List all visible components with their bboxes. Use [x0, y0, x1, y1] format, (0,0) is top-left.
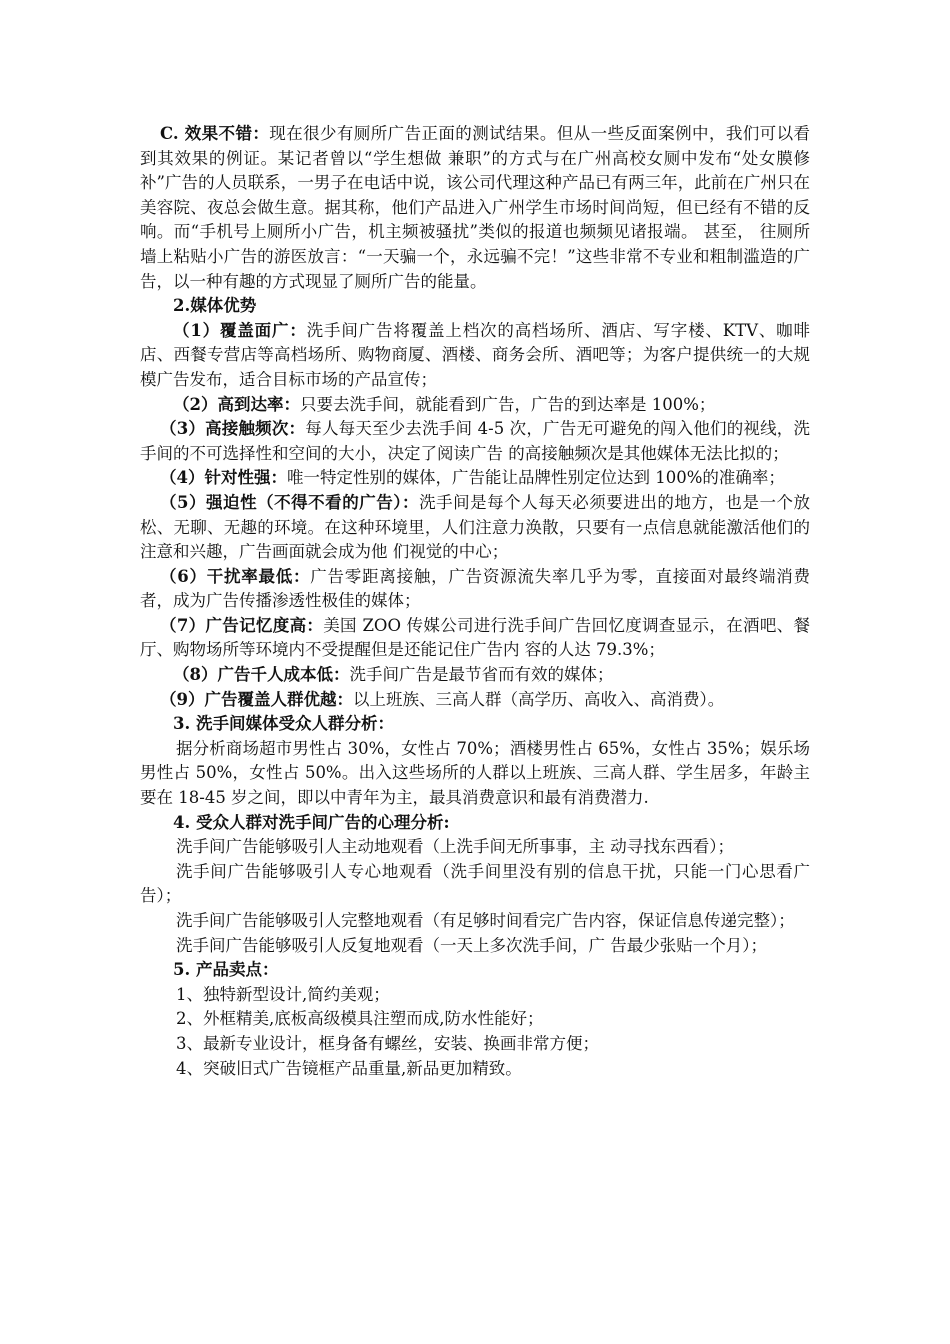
section-heading-text: 2.媒体优势 — [173, 296, 257, 316]
psychology-item-2 — [140, 860, 810, 909]
item-text: 洗手间是每个人每天必须要进出的地方，也是一个放松、无聊、无趣的环境。在这种环境里，人们注意力涣散，只要有一点信息就能激活他们的注意和兴趣，广告画面就会成为他 们视觉的中心； — [140, 492, 811, 562]
list-item-text: 1、独特新型设计,简约美观； — [176, 984, 390, 1004]
item-heading: （5）强迫性（不得不看的广告）： — [160, 492, 420, 512]
item-text: 洗手间广告是最节省而有效的媒体； — [349, 665, 614, 685]
advantage-item-5 — [140, 491, 810, 565]
section-heading-audience — [140, 712, 810, 737]
advantage-item-9 — [140, 688, 810, 713]
advantage-item-8 — [140, 663, 810, 688]
psychology-item-1 — [140, 835, 810, 860]
audience-analysis-text — [140, 737, 810, 811]
document-body — [140, 122, 810, 1081]
section-heading-selling-points — [140, 958, 810, 983]
advantage-item-2 — [140, 393, 810, 418]
list-item-text: 4、突破旧式广告镜框产品重量,新品更加精致。 — [176, 1058, 522, 1078]
item-heading: （4）针对性强： — [160, 468, 287, 488]
advantage-item-6 — [140, 565, 810, 614]
advantage-item-3 — [140, 417, 810, 466]
item-text: 洗手间广告将覆盖上档次的高档场所、酒店、写字楼、KTV、咖啡店、西餐专营店等高档场所、购物商厦、酒楼、商务会所、酒吧等；为客户提供统一的大规模广告发布，适合目标市场的产品宣传； — [140, 320, 810, 389]
paragraph-text: 洗手间广告能够吸引人专心地观看（洗手间里没有别的信息干扰，只能一门心思看广告）； — [140, 861, 810, 906]
item-text: 只要去洗手间，就能看到广告，广告的到达率是 100%； — [299, 394, 716, 414]
section-heading-psychology — [140, 811, 810, 836]
item-text: 每人每天至少去洗手间 4-5 次，广告无可避免的闯入他们的视线，洗手间的不可选择性和空间的大小，决定了阅读广告 的高接触频次是其他媒体无法比拟的； — [140, 419, 810, 463]
item-text: 广告零距离接触，广告资源流失率几乎为零，直接面对最终端消费者，成为广告传播渗透性极佳的媒体； — [140, 566, 810, 611]
section-heading-text: 3. 洗手间媒体受众人群分析： — [173, 714, 394, 734]
item-heading: （2）高到达率： — [173, 394, 300, 414]
paragraph-text: 洗手间广告能够吸引人反复地观看（一天上多次洗手间，广 告最少张贴一个月）； — [176, 935, 767, 955]
paragraph-text: 现在很少有厕所广告正面的测试结果。但从一些反面案例中，我们可以看到其效果的例证。某记者曾以“学生想做 兼职”的方式与在广州高校女厕中发布“处女膜修补”广告的人员联系，一男子在电话中说，该公司代理这种产品已有两三年，此前在广州只在美容院、夜总会做生意。据其称，他们产品进入广州学生市场时间尚短，但已经有不错的反响。而“手机号上厕所小广告，机主频被骚扰”类似的报道也频频见诸报端。 甚至， 往厕所墙上粘贴小广告的游医放言：“一天骗一个，永远骗不完！”这些非常不专业和粗制滥造的广告，以一种有趣的方式现显了厕所广告的能量。 — [140, 124, 810, 291]
item-text: 美国 ZOO 传媒公司进行洗手间广告回忆度调查显示，在酒吧、餐厅、购物场所等环境内不受提醒但是还能记住广告内 容的人达 79.3%； — [140, 615, 810, 660]
advantage-item-4 — [140, 466, 810, 491]
item-heading: （6）干扰率最低： — [160, 566, 311, 586]
psychology-item-3 — [140, 909, 810, 934]
item-heading: （7）广告记忆度高： — [160, 615, 324, 635]
selling-point-4 — [140, 1057, 810, 1082]
selling-point-2 — [140, 1007, 810, 1032]
list-item-text: 2、外框精美,底板高级模具注塑而成,防水性能好； — [176, 1009, 544, 1029]
item-heading: （9）广告覆盖人群优越： — [160, 689, 353, 709]
section-heading-text: 5. 产品卖点： — [173, 960, 279, 980]
item-heading: （1）覆盖面广： — [173, 320, 307, 340]
advantage-item-7 — [140, 614, 810, 663]
selling-point-3 — [140, 1032, 810, 1057]
paragraph-heading: C. 效果不错： — [160, 124, 270, 143]
psychology-item-4 — [140, 934, 810, 959]
item-text: 以上班族、三高人群（高学历、高收入、高消费）。 — [352, 689, 725, 709]
item-heading: （3）高接触频次： — [160, 419, 306, 439]
list-item-text: 3、最新专业设计，框身备有螺丝，安装、换画非常方便； — [176, 1033, 599, 1053]
paragraph-text: 据分析商场超市男性占 30%，女性占 70%；酒楼男性占 65%，女性占 35%；娱乐场男性占 50%，女性占 50%。出入这些场所的人群以上班族、三高人群、学生居多，年龄主要在 18-45 岁之间，即以中青年为主，最具消费意识和最有消费潜力. — [140, 738, 810, 808]
paragraph-text: 洗手间广告能够吸引人完整地观看（有足够时间看完广告内容，保证信息传递完整）； — [176, 911, 795, 930]
selling-point-1 — [140, 983, 810, 1008]
item-heading: （8）广告千人成本低： — [173, 665, 350, 685]
paragraph-text: 洗手间广告能够吸引人主动地观看（上洗手间无所事事，主 动寻找东西看）； — [176, 837, 734, 857]
section-heading-media-advantage — [140, 294, 810, 319]
advantage-item-1 — [140, 319, 810, 393]
section-heading-text: 4. 受众人群对洗手间广告的心理分析: — [173, 812, 450, 832]
paragraph-effect — [140, 122, 810, 294]
item-text: 唯一特定性别的媒体，广告能让品牌性别定位达到 100%的准确率； — [286, 468, 785, 488]
